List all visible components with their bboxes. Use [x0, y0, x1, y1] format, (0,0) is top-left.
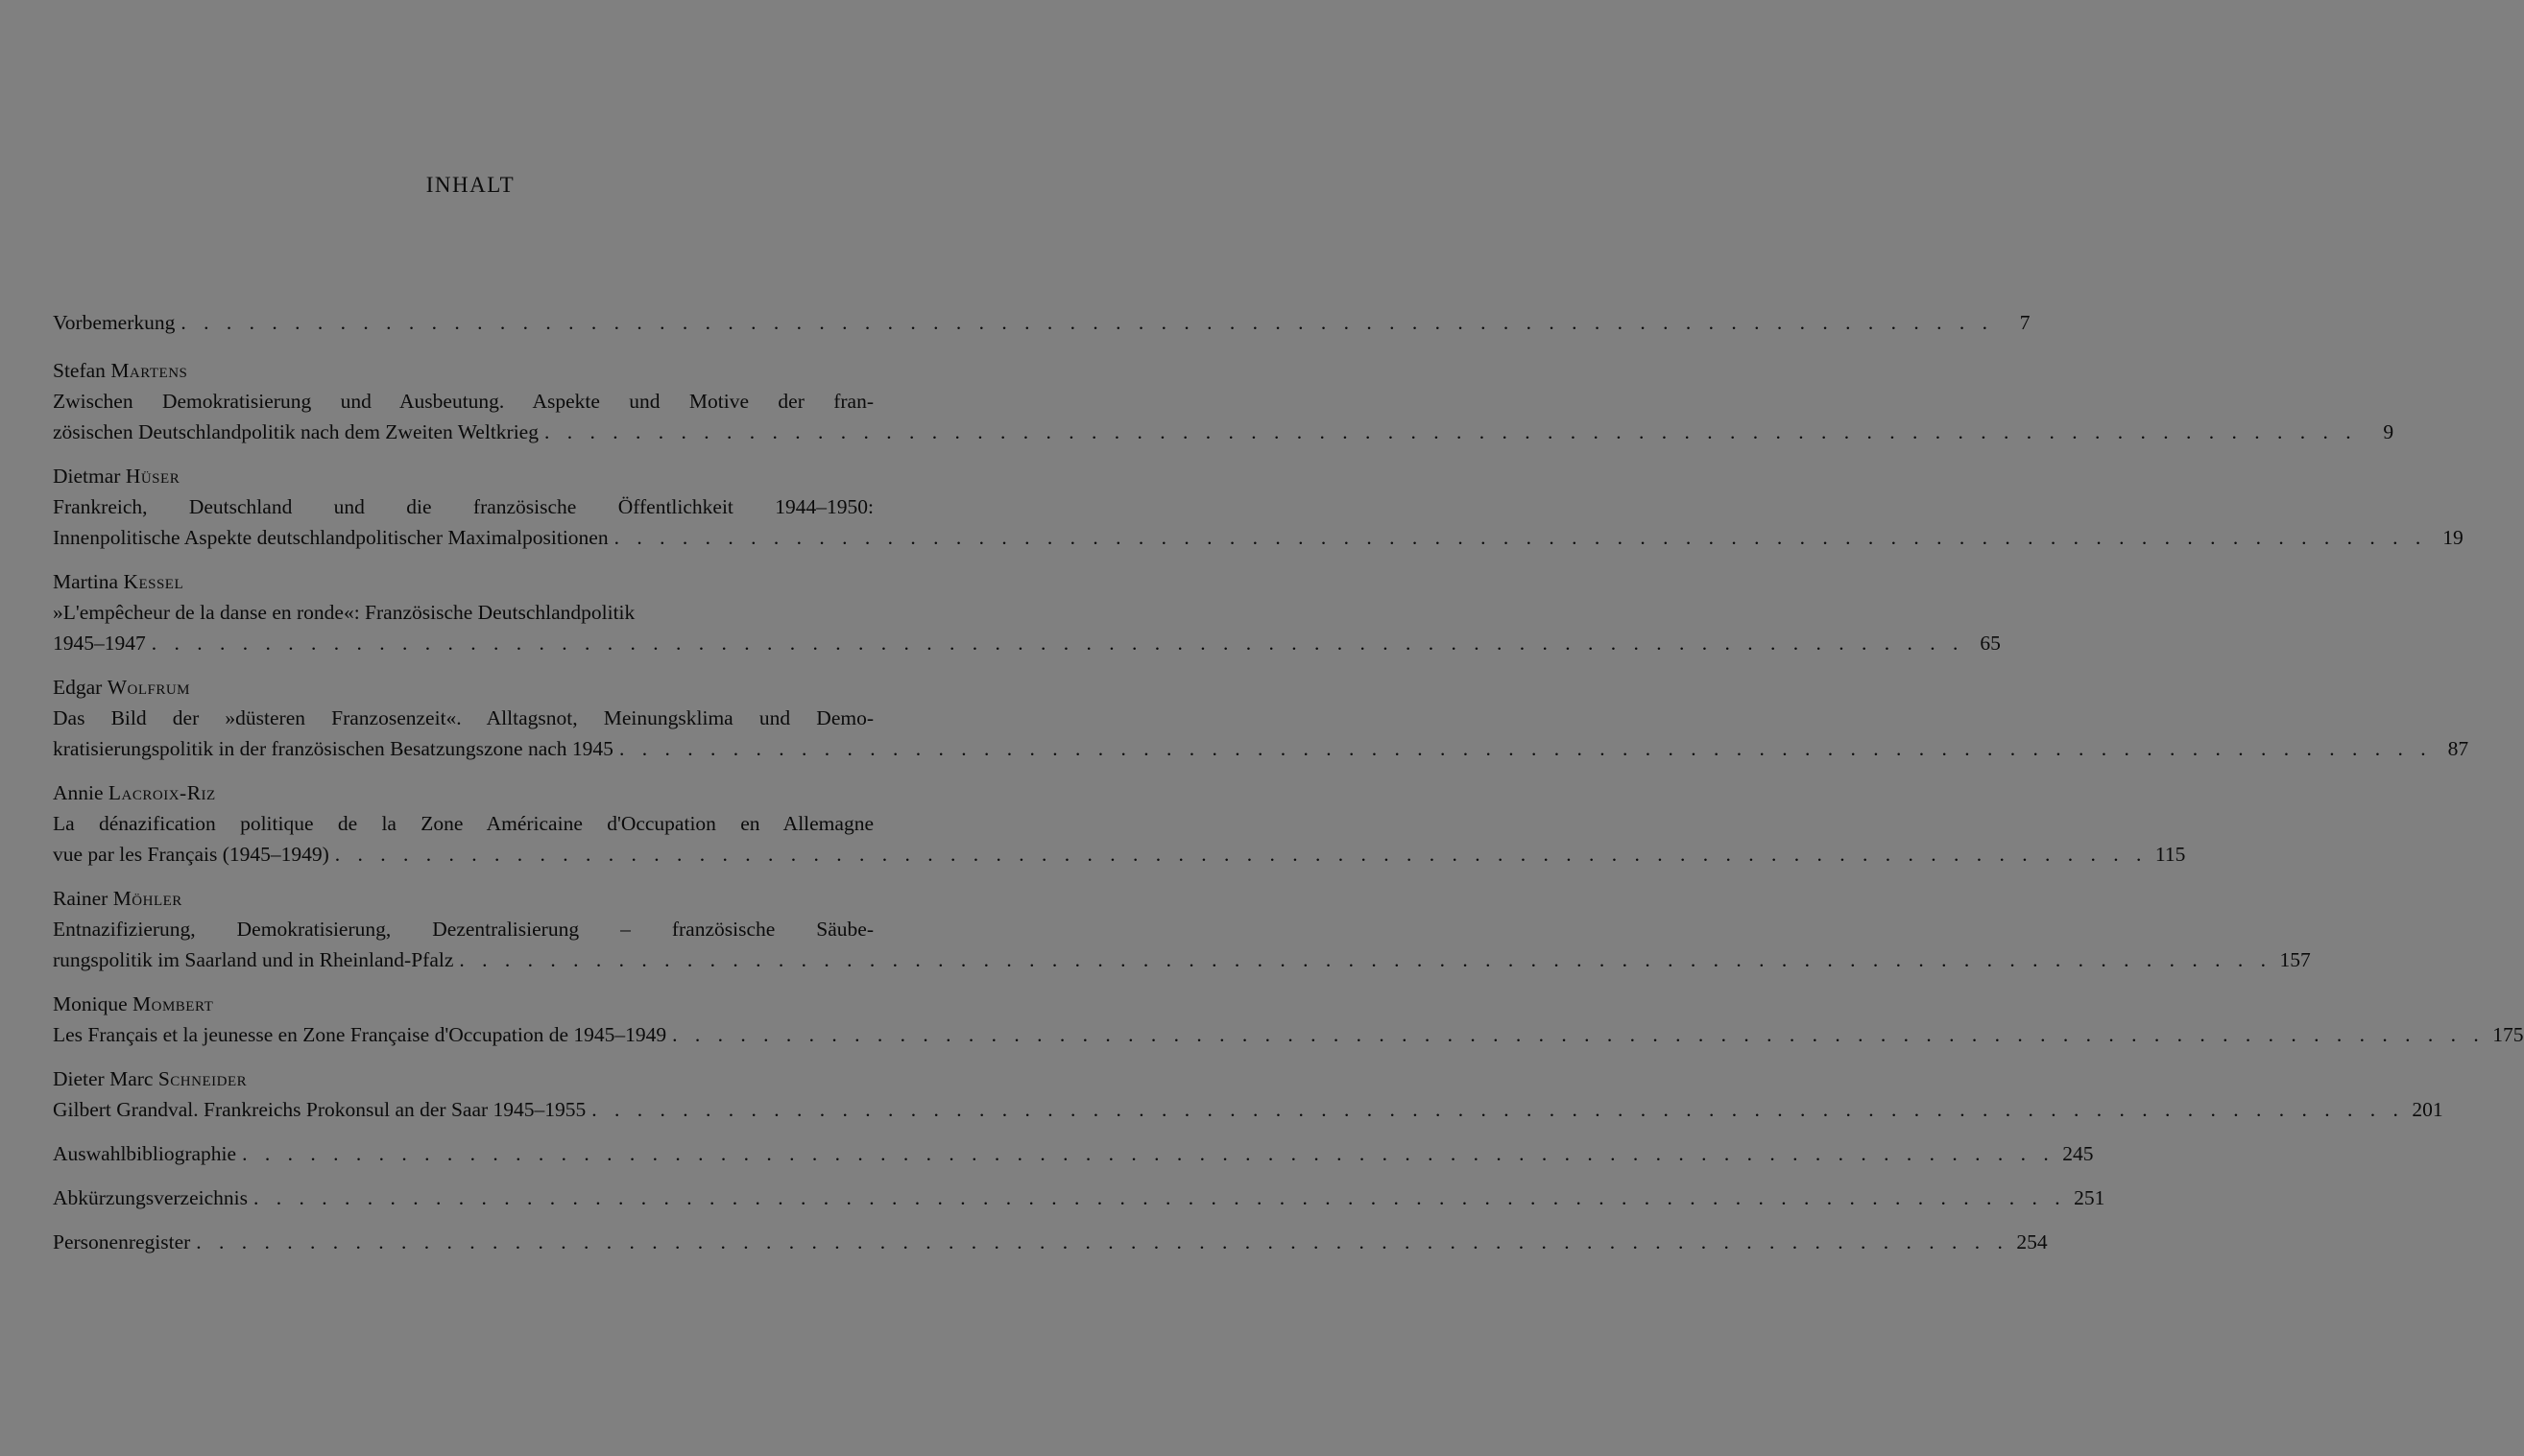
toc-entry-line — [53, 733, 2469, 764]
toc-entry-martens — [53, 355, 2394, 447]
author-first-name: Monique — [53, 992, 133, 1015]
author-first-name: Martina — [53, 570, 124, 593]
toc-entry-title: Vorbemerkung — [53, 311, 176, 334]
toc-entry-title-line: Zwischen Demokratisierung und Ausbeutung. Aspekte und Motive der fran- — [53, 390, 874, 413]
toc-entry-auswahlbibliographie — [53, 1138, 2094, 1169]
toc-entry-line — [53, 1182, 2105, 1213]
author-first-name: Rainer — [53, 887, 113, 910]
toc-author — [53, 1063, 874, 1094]
toc-author — [53, 777, 874, 808]
author-surname: Kessel — [123, 570, 184, 593]
toc-entry-title: kratisierungspolitik in der französischen Besatzungszone nach 1945 — [53, 737, 613, 760]
author-first-name: Dieter Marc — [53, 1067, 158, 1090]
toc-entry-personenregister — [53, 1227, 2048, 1257]
toc-entry-moehler — [53, 883, 2311, 975]
toc-entry-title-line: Das Bild der »düsteren Franzosenzeit«. Alltagsnot, Meinungsklima und Demo- — [53, 706, 874, 729]
toc-entry-title: Innenpolitische Aspekte deutschlandpolitischer Maximalpositionen — [53, 526, 609, 549]
dot-leader: . . . . . . . . . . . . . . . . . . . . . . . . . . . . . . . . . . . . . . . . . . . . . . . . . . . . . . . . . . . . . . . . . . . . . . . . . . . . . . . . — [459, 948, 2272, 971]
author-first-name: Edgar — [53, 676, 108, 699]
toc-page-number: 87 — [2447, 737, 2469, 760]
page-title: INHALT — [425, 173, 516, 197]
toc-entry-line — [53, 417, 2394, 447]
author-first-name: Annie — [53, 781, 108, 804]
toc-entry-schneider — [53, 1063, 2443, 1125]
toc-entry-title: 1945–1947 — [53, 632, 146, 655]
toc-entry-title-line: Entnazifizierung, Demokratisierung, Dezentralisierung – französische Säube- — [53, 918, 874, 941]
dot-leader: . . . . . . . . . . . . . . . . . . . . . . . . . . . . . . . . . . . . . . . . . . . . . . . . . . . . . . . . . . . . . . . . . . . . . . . . . . . . . . . . — [334, 843, 2148, 866]
author-surname: Lacroix-Riz — [108, 781, 216, 804]
toc-entry-title: Personenregister — [53, 1230, 191, 1253]
toc-entry-title-line: Frankreich, Deutschland und die französische Öffentlichkeit 1944–1950: — [53, 495, 874, 518]
toc-entry-title: vue par les Français (1945–1949) — [53, 843, 329, 866]
author-surname: Schneider — [157, 1067, 248, 1090]
toc-entry-title-line: La dénazification politique de la Zone Américaine d'Occupation en Allemagne — [53, 812, 874, 835]
toc-author — [53, 989, 874, 1019]
author-surname: Mombert — [132, 992, 214, 1015]
toc-entry-wolfrum — [53, 672, 2469, 764]
toc-entry-title: zösischen Deutschlandpolitik nach dem Zweiten Weltkrieg — [53, 420, 539, 443]
toc-entry-abkuerzungsverzeichnis — [53, 1182, 2105, 1213]
toc-page-number: 254 — [2016, 1230, 2048, 1253]
toc-entry-line — [53, 1094, 2443, 1125]
toc-author — [53, 566, 874, 597]
dot-leader: . . . . . . . . . . . . . . . . . . . . . . . . . . . . . . . . . . . . . . . . . . . . . . . . . . . . . . . . . . . . . . . . . . . . . . . . . . . . . . . . — [180, 311, 1994, 334]
toc-page-number: 175 — [2492, 1023, 2524, 1046]
toc-entry-vorbemerkung — [53, 307, 2031, 338]
toc-entry-lacroix-riz — [53, 777, 2186, 870]
toc-page-number: 201 — [2412, 1098, 2443, 1121]
toc-author — [53, 355, 874, 386]
dot-leader: . . . . . . . . . . . . . . . . . . . . . . . . . . . . . . . . . . . . . . . . . . . . . . . . . . . . . . . . . . . . . . . . . . . . . . . . . . . . . . . . — [591, 1098, 2405, 1121]
toc-author — [53, 461, 874, 491]
author-surname: Hüser — [125, 465, 180, 488]
author-surname: Möhler — [112, 887, 182, 910]
dot-leader: . . . . . . . . . . . . . . . . . . . . . . . . . . . . . . . . . . . . . . . . . . . . . . . . . . . . . . . . . . . . . . . . . . . . . . . . . . . . . . . . — [543, 420, 2358, 443]
author-surname: Wolfrum — [107, 676, 191, 699]
toc-entry-title: Les Français et la jeunesse en Zone Française d'Occupation de 1945–1949 — [53, 1023, 667, 1046]
dot-leader: . . . . . . . . . . . . . . . . . . . . . . . . . . . . . . . . . . . . . . . . . . . . . . . . . . . . . . . . . . . . . . . . . . . . . . . . . . . . . . . . — [253, 1186, 2067, 1209]
toc-entry-kessel — [53, 566, 2001, 658]
dot-leader: . . . . . . . . . . . . . . . . . . . . . . . . . . . . . . . . . . . . . . . . . . . . . . . . . . . . . . . . . . . . . . . . . . . . . . . . . . . . . . . . — [618, 737, 2433, 760]
author-surname: Martens — [110, 359, 188, 382]
toc-entry-hueser — [53, 461, 2464, 553]
dot-leader: . . . . . . . . . . . . . . . . . . . . . . . . . . . . . . . . . . . . . . . . . . . . . . . . . . . . . . . . . . . . . . . . . . . . . . . . . . . . . . . . — [613, 526, 2427, 549]
toc-author — [53, 672, 874, 703]
toc-entry-line — [53, 944, 2311, 975]
toc-entry-title: Auswahlbibliographie — [53, 1142, 237, 1165]
author-first-name: Dietmar — [53, 465, 126, 488]
toc-author — [53, 883, 874, 914]
toc-entry-mombert — [53, 989, 2524, 1050]
toc-page-number: 115 — [2154, 843, 2186, 866]
dot-leader: . . . . . . . . . . . . . . . . . . . . . . . . . . . . . . . . . . . . . . . . . . . . . . . . . . . . . . . . . . . . . . . . . . . . . . . . . . . . . . . . — [196, 1230, 2009, 1253]
toc-entry-title-line: »L'empêcheur de la danse en ronde«: Französische Deutschlandpolitik — [53, 601, 636, 624]
table-of-contents — [53, 307, 2524, 1257]
toc-page-number: 245 — [2062, 1142, 2094, 1165]
toc-entry-line — [53, 1138, 2094, 1169]
dot-leader: . . . . . . . . . . . . . . . . . . . . . . . . . . . . . . . . . . . . . . . . . . . . . . . . . . . . . . . . . . . . . . . . . . . . . . . . . . . . . . . . — [151, 632, 1964, 655]
toc-entry-line — [53, 1019, 2524, 1050]
toc-page-number: 19 — [2442, 526, 2464, 549]
toc-page-number: 65 — [1980, 632, 2001, 655]
toc-entry-line — [53, 307, 2031, 338]
toc-entry-title: rungspolitik im Saarland und in Rheinland-Pfalz — [53, 948, 454, 971]
toc-page-number: 251 — [2074, 1186, 2105, 1209]
author-first-name: Stefan — [53, 359, 111, 382]
toc-entry-line — [53, 839, 2186, 870]
toc-entry-line — [53, 522, 2464, 553]
toc-page-number: 157 — [2279, 948, 2311, 971]
toc-entry-line — [53, 1227, 2048, 1257]
dot-leader: . . . . . . . . . . . . . . . . . . . . . . . . . . . . . . . . . . . . . . . . . . . . . . . . . . . . . . . . . . . . . . . . . . . . . . . . . . . . . . . . — [672, 1023, 2486, 1046]
dot-leader: . . . . . . . . . . . . . . . . . . . . . . . . . . . . . . . . . . . . . . . . . . . . . . . . . . . . . . . . . . . . . . . . . . . . . . . . . . . . . . . . — [242, 1142, 2055, 1165]
toc-page-number: 9 — [2383, 420, 2394, 443]
toc-entry-title: Gilbert Grandval. Frankreichs Prokonsul an der Saar 1945–1955 — [53, 1098, 587, 1121]
toc-entry-title: Abkürzungsverzeichnis — [53, 1186, 248, 1209]
toc-entry-line — [53, 628, 2001, 658]
toc-page-number: 7 — [2019, 311, 2031, 334]
